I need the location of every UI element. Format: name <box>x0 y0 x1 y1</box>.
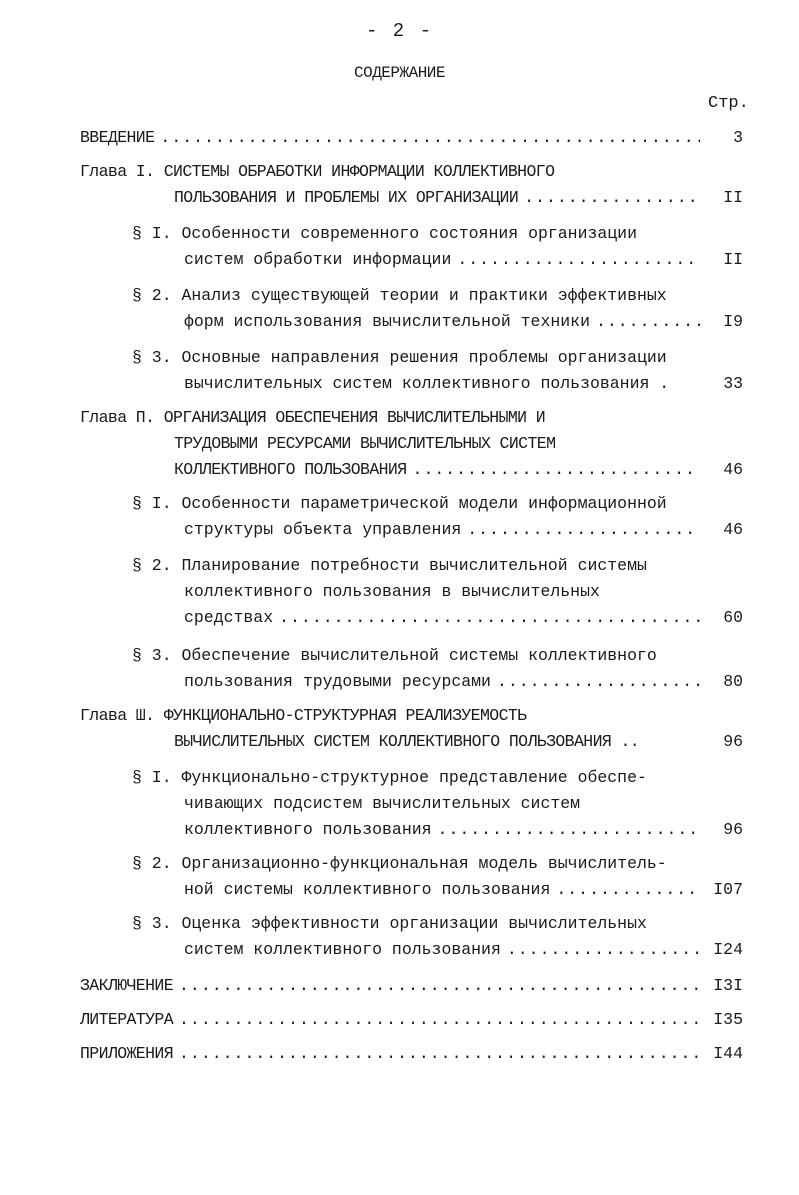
toc-entry-line: структуры объекта управления <box>184 520 462 539</box>
toc-page-number: I9 <box>723 312 743 331</box>
toc-entry-line: ПРИЛОЖЕНИЯ <box>80 1044 174 1063</box>
leader-dots <box>160 126 700 150</box>
toc-chapter-1-line-1[interactable]: Глава I. СИСТЕМЫ ОБРАБОТКИ ИНФОРМАЦИИ КОЛЛЕКТИВНОГО <box>80 162 555 181</box>
leader-dots <box>497 670 700 694</box>
toc-entry-literature[interactable] <box>80 1008 700 1032</box>
leader-dots <box>179 1042 700 1066</box>
toc-page-number: 3 <box>733 128 743 147</box>
toc-section-1-3-line-1[interactable]: § 3. Основные направления решения проблемы организации <box>132 348 667 367</box>
toc-section-3-3-line-1[interactable]: § 3. Оценка эффективности организации вычислительных <box>132 914 647 933</box>
toc-page-number: 96 <box>723 732 743 751</box>
toc-section-2-1-line-1[interactable]: § I. Особенности параметрической модели информационной <box>132 494 667 513</box>
toc-entry-line: форм использования вычислительной техники <box>184 312 590 331</box>
page-title: СОДЕРЖАНИЕ <box>353 64 445 82</box>
toc-page-number: I3I <box>713 976 743 995</box>
toc-section-2-1-line-2[interactable] <box>184 518 700 542</box>
toc-entry-line: ЗАКЛЮЧЕНИЕ <box>80 976 174 995</box>
toc-page-number: 80 <box>723 672 743 691</box>
toc-page-number: I24 <box>713 940 743 959</box>
toc-page-number: I44 <box>713 1044 743 1063</box>
toc-page-number: 46 <box>723 520 743 539</box>
toc-section-3-1-line-3[interactable] <box>184 818 700 842</box>
toc-section-3-1-line-2[interactable]: чивающих подсистем вычислительных систем <box>184 794 581 813</box>
toc-entry-appendices[interactable] <box>80 1042 700 1066</box>
toc-section-2-2-line-1[interactable]: § 2. Планирование потребности вычислительной системы <box>132 556 647 575</box>
leader-dots <box>467 518 700 542</box>
toc-entry-introduction[interactable] <box>80 126 700 150</box>
toc-chapter-2-line-3[interactable] <box>174 458 700 482</box>
toc-entry-conclusion[interactable] <box>80 974 700 998</box>
toc-section-2-3-line-2[interactable] <box>184 670 700 694</box>
toc-entry-line: КОЛЛЕКТИВНОГО ПОЛЬЗОВАНИЯ <box>174 460 407 479</box>
toc-chapter-2-line-1[interactable]: Глава П. ОРГАНИЗАЦИЯ ОБЕСПЕЧЕНИЯ ВЫЧИСЛИТЕЛЬНЫМИ И <box>80 408 546 427</box>
toc-page-number: 33 <box>723 374 743 393</box>
toc-section-3-3-line-2[interactable] <box>184 938 700 962</box>
toc-entry-line: пользования трудовыми ресурсами <box>184 672 491 691</box>
toc-section-3-2-line-2[interactable] <box>184 878 700 902</box>
toc-entry-line: ной системы коллективного пользования <box>184 880 551 899</box>
toc-section-2-2-line-3[interactable] <box>184 606 700 630</box>
leader-dots <box>279 606 700 630</box>
leader-dots <box>507 938 700 962</box>
toc-entry-line: ЛИТЕРАТУРА <box>80 1010 174 1029</box>
toc-page-number: II <box>723 188 743 207</box>
toc-chapter-3-line-1[interactable]: Глава Ш. ФУНКЦИОНАЛЬНО-СТРУКТУРНАЯ РЕАЛИЗУЕМОСТЬ <box>80 706 527 725</box>
toc-chapter-2-line-2[interactable]: ТРУДОВЫМИ РЕСУРСАМИ ВЫЧИСЛИТЕЛЬНЫХ СИСТЕМ <box>174 434 556 453</box>
toc-section-1-2-line-1[interactable]: § 2. Анализ существующей теории и практики эффективных <box>132 286 667 305</box>
toc-page-number: II <box>723 250 743 269</box>
leader-dots <box>457 248 700 272</box>
leader-dots <box>413 458 700 482</box>
toc-chapter-3-line-2[interactable]: ВЫЧИСЛИТЕЛЬНЫХ СИСТЕМ КОЛЛЕКТИВНОГО ПОЛЬЗОВАНИЯ .. <box>174 732 640 751</box>
toc-chapter-1-line-2[interactable] <box>174 186 700 210</box>
toc-entry-line: систем коллективного пользования <box>184 940 501 959</box>
toc-entry-line: средствах <box>184 608 274 627</box>
toc-page-number: 96 <box>723 820 743 839</box>
toc-entry-line: ПОЛЬЗОВАНИЯ И ПРОБЛЕМЫ ИХ ОРГАНИЗАЦИИ <box>174 188 519 207</box>
toc-section-3-1-line-1[interactable]: § I. Функционально-структурное представление обеспе- <box>132 768 647 787</box>
toc-page-number: I07 <box>713 880 743 899</box>
leader-dots <box>596 310 700 334</box>
toc-entry-line: систем обработки информации <box>184 250 452 269</box>
toc-page-number: I35 <box>713 1010 743 1029</box>
toc-page-number: 60 <box>723 608 743 627</box>
toc-section-1-1-line-2[interactable] <box>184 248 700 272</box>
toc-section-2-2-line-2[interactable]: коллективного пользования в вычислительных <box>184 582 600 601</box>
page-number: - 2 - <box>365 20 433 42</box>
toc-section-2-3-line-1[interactable]: § 3. Обеспечение вычислительной системы коллективного <box>132 646 657 665</box>
toc-section-1-3-line-2[interactable]: вычислительных систем коллективного пользования . <box>184 374 670 393</box>
leader-dots <box>438 818 700 842</box>
leader-dots <box>179 1008 700 1032</box>
page-column-label: Стр. <box>708 94 749 113</box>
toc-section-3-2-line-1[interactable]: § 2. Организационно-функциональная модель вычислитель- <box>132 854 667 873</box>
toc-section-1-2-line-2[interactable] <box>184 310 700 334</box>
leader-dots <box>524 186 700 210</box>
toc-section-1-1-line-1[interactable]: § I. Особенности современного состояния организации <box>132 224 637 243</box>
toc-entry-line: коллективного пользования <box>184 820 432 839</box>
leader-dots <box>179 974 700 998</box>
toc-entry-line: ВВЕДЕНИЕ <box>80 128 155 147</box>
leader-dots <box>556 878 700 902</box>
toc-page-number: 46 <box>723 460 743 479</box>
